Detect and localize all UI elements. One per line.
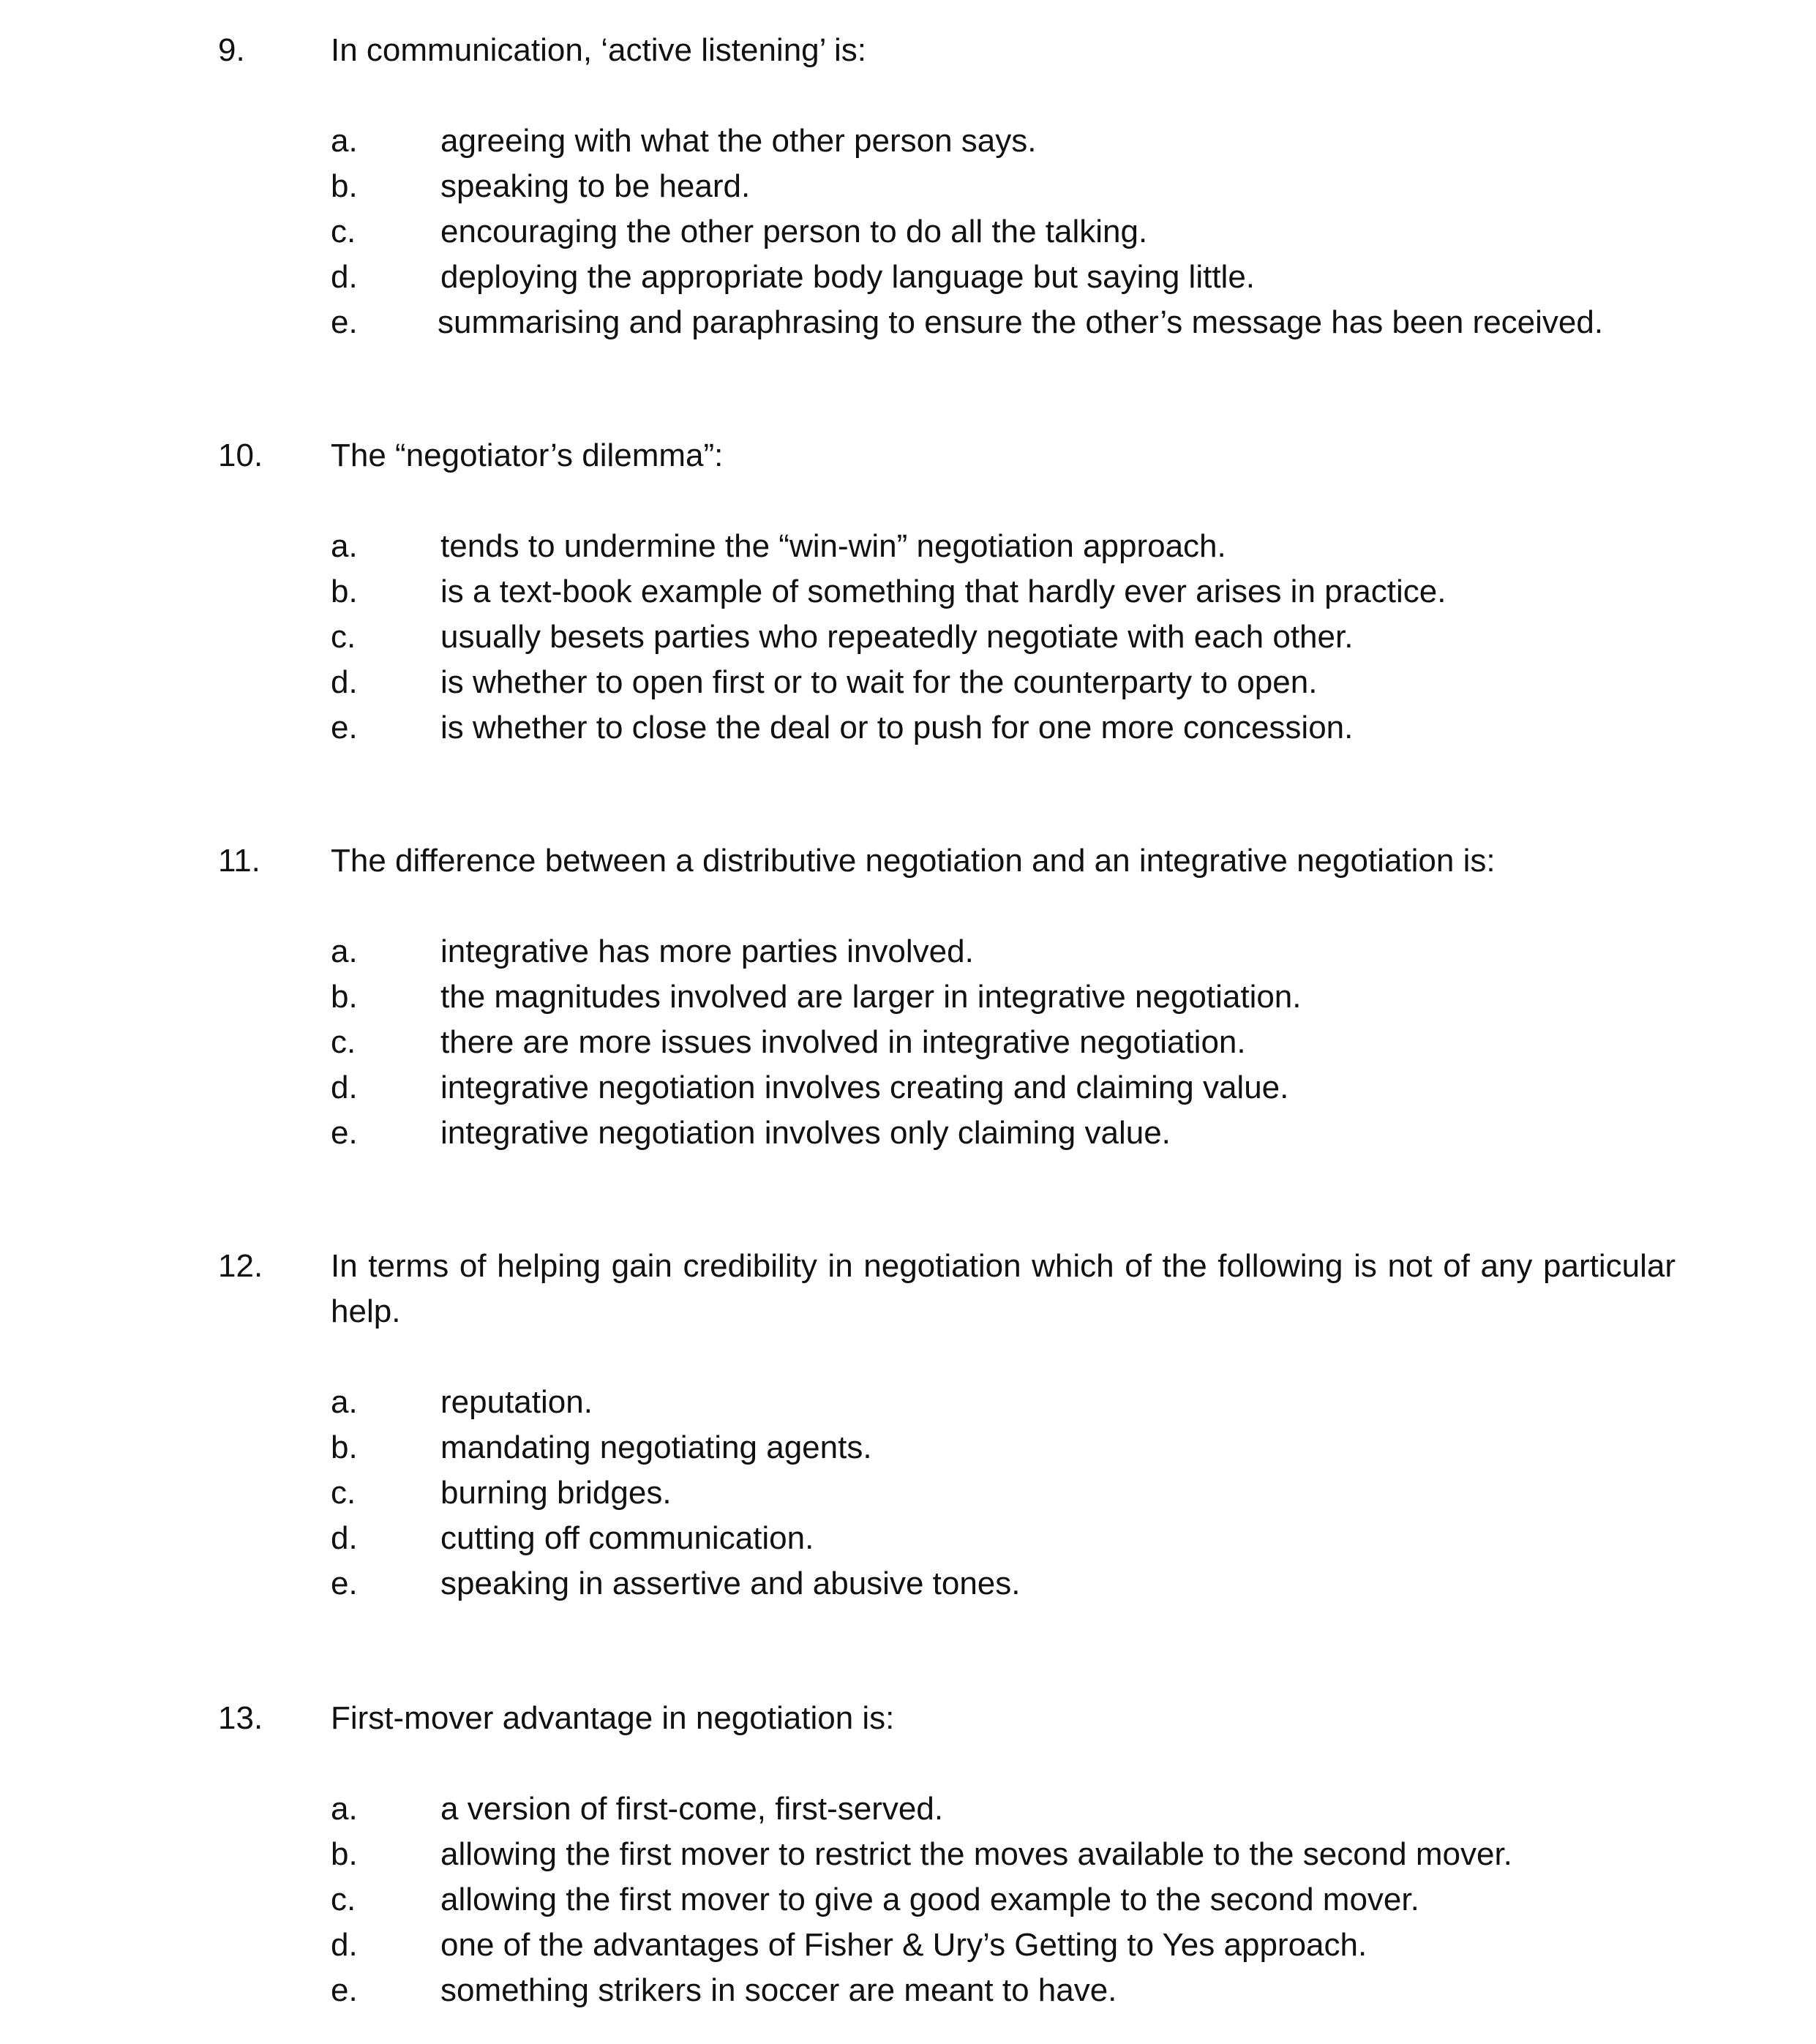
question-text: The “negotiator’s dilemma”: (331, 437, 724, 473)
option-e (0, 1111, 1816, 1156)
option-letter: c. (331, 1475, 356, 1511)
option-d (0, 660, 1816, 705)
option-text: cutting off communication. (440, 1520, 814, 1556)
option-text: allowing the first mover to give a good example to the second mover. (440, 1882, 1419, 1917)
option-text: one of the advantages of Fisher & Ury’s Getting to Yes approach. (440, 1927, 1367, 1963)
option-text: speaking in assertive and abusive tones. (440, 1566, 1021, 1601)
option-letter: e. (331, 710, 358, 745)
option-letter: b. (331, 574, 358, 609)
question-number: 10. (218, 437, 263, 473)
option-letter: a. (331, 1791, 358, 1827)
option-text: burning bridges. (440, 1475, 672, 1511)
option-letter: c. (331, 1024, 356, 1060)
option-b (0, 1832, 1816, 1877)
option-b (0, 974, 1816, 1020)
question-text: In terms of helping gain credibility in negotiation which of the following is not of any particular help. (331, 1248, 1676, 1329)
option-letter: a. (331, 123, 358, 159)
option-letter: c. (331, 214, 356, 249)
option-letter: b. (331, 168, 358, 204)
option-d (0, 1923, 1816, 1968)
option-e (0, 1968, 1816, 2013)
option-text: reputation. (440, 1384, 593, 1420)
option-text: integrative negotiation involves only claiming value. (440, 1115, 1171, 1151)
option-letter: d. (331, 259, 358, 295)
option-letter: b. (331, 979, 358, 1015)
option-text: speaking to be heard. (440, 168, 751, 204)
option-text: the magnitudes involved are larger in integrative negotiation. (440, 979, 1302, 1015)
option-e (0, 705, 1816, 751)
option-letter: d. (331, 664, 358, 700)
option-letter: e. (331, 1115, 358, 1151)
option-text: deploying the appropriate body language but saying little. (440, 259, 1256, 295)
option-letter: a. (331, 528, 358, 564)
option-letter: a. (331, 933, 358, 969)
option-e (0, 1561, 1816, 1607)
question-number: 12. (218, 1248, 263, 1284)
option-letter: e. (331, 304, 358, 340)
option-e (0, 300, 1816, 345)
option-text: a version of first-come, first-served. (440, 1791, 944, 1827)
option-d (0, 255, 1816, 300)
option-b (0, 164, 1816, 209)
option-c (0, 209, 1816, 255)
option-b (0, 1425, 1816, 1470)
option-letter: d. (331, 1520, 358, 1556)
question-number: 13. (218, 1700, 263, 1736)
option-text: mandating negotiating agents. (440, 1429, 872, 1465)
option-letter: e. (331, 1566, 358, 1601)
question-number: 9. (218, 32, 245, 68)
option-letter: c. (331, 619, 356, 655)
option-a (0, 524, 1816, 569)
option-text: is whether to close the deal or to push for one more concession. (440, 710, 1354, 745)
option-letter: d. (331, 1070, 358, 1105)
option-letter: a. (331, 1384, 358, 1420)
option-text: summarising and paraphrasing to ensure the other’s message has been received. (438, 304, 1604, 340)
option-c (0, 615, 1816, 660)
option-letter: c. (331, 1882, 356, 1917)
option-a (0, 1786, 1816, 1832)
option-text: agreeing with what the other person says. (440, 123, 1037, 159)
option-b (0, 569, 1816, 615)
option-a (0, 1380, 1816, 1425)
option-text: allowing the first mover to restrict the moves available to the second mover. (440, 1836, 1512, 1872)
question-text: First-mover advantage in negotiation is: (331, 1700, 895, 1736)
option-letter: e. (331, 1972, 358, 2008)
option-text: usually besets parties who repeatedly negotiate with each other. (440, 619, 1354, 655)
option-text: is a text-book example of something that hardly ever arises in practice. (440, 574, 1447, 609)
option-a (0, 929, 1816, 974)
option-text: there are more issues involved in integrative negotiation. (440, 1024, 1246, 1060)
option-text: is whether to open first or to wait for the counterparty to open. (440, 664, 1318, 700)
option-text: integrative has more parties involved. (440, 933, 974, 969)
question-number: 11. (218, 843, 260, 879)
option-letter: d. (331, 1927, 358, 1963)
option-c (0, 1470, 1816, 1516)
option-letter: b. (331, 1429, 358, 1465)
option-text: something strikers in soccer are meant to have. (440, 1972, 1117, 2008)
option-text: encouraging the other person to do all the talking. (440, 214, 1148, 249)
option-d (0, 1516, 1816, 1561)
option-letter: b. (331, 1836, 358, 1872)
option-d (0, 1065, 1816, 1111)
option-text: tends to undermine the “win-win” negotiation approach. (440, 528, 1226, 564)
option-c (0, 1877, 1816, 1923)
option-text: integrative negotiation involves creating and claiming value. (440, 1070, 1289, 1105)
question-text: In communication, ‘active listening’ is: (331, 32, 867, 68)
question-text: The difference between a distributive negotiation and an integrative negotiation is: (331, 843, 1496, 879)
option-a (0, 119, 1816, 164)
option-c (0, 1020, 1816, 1065)
